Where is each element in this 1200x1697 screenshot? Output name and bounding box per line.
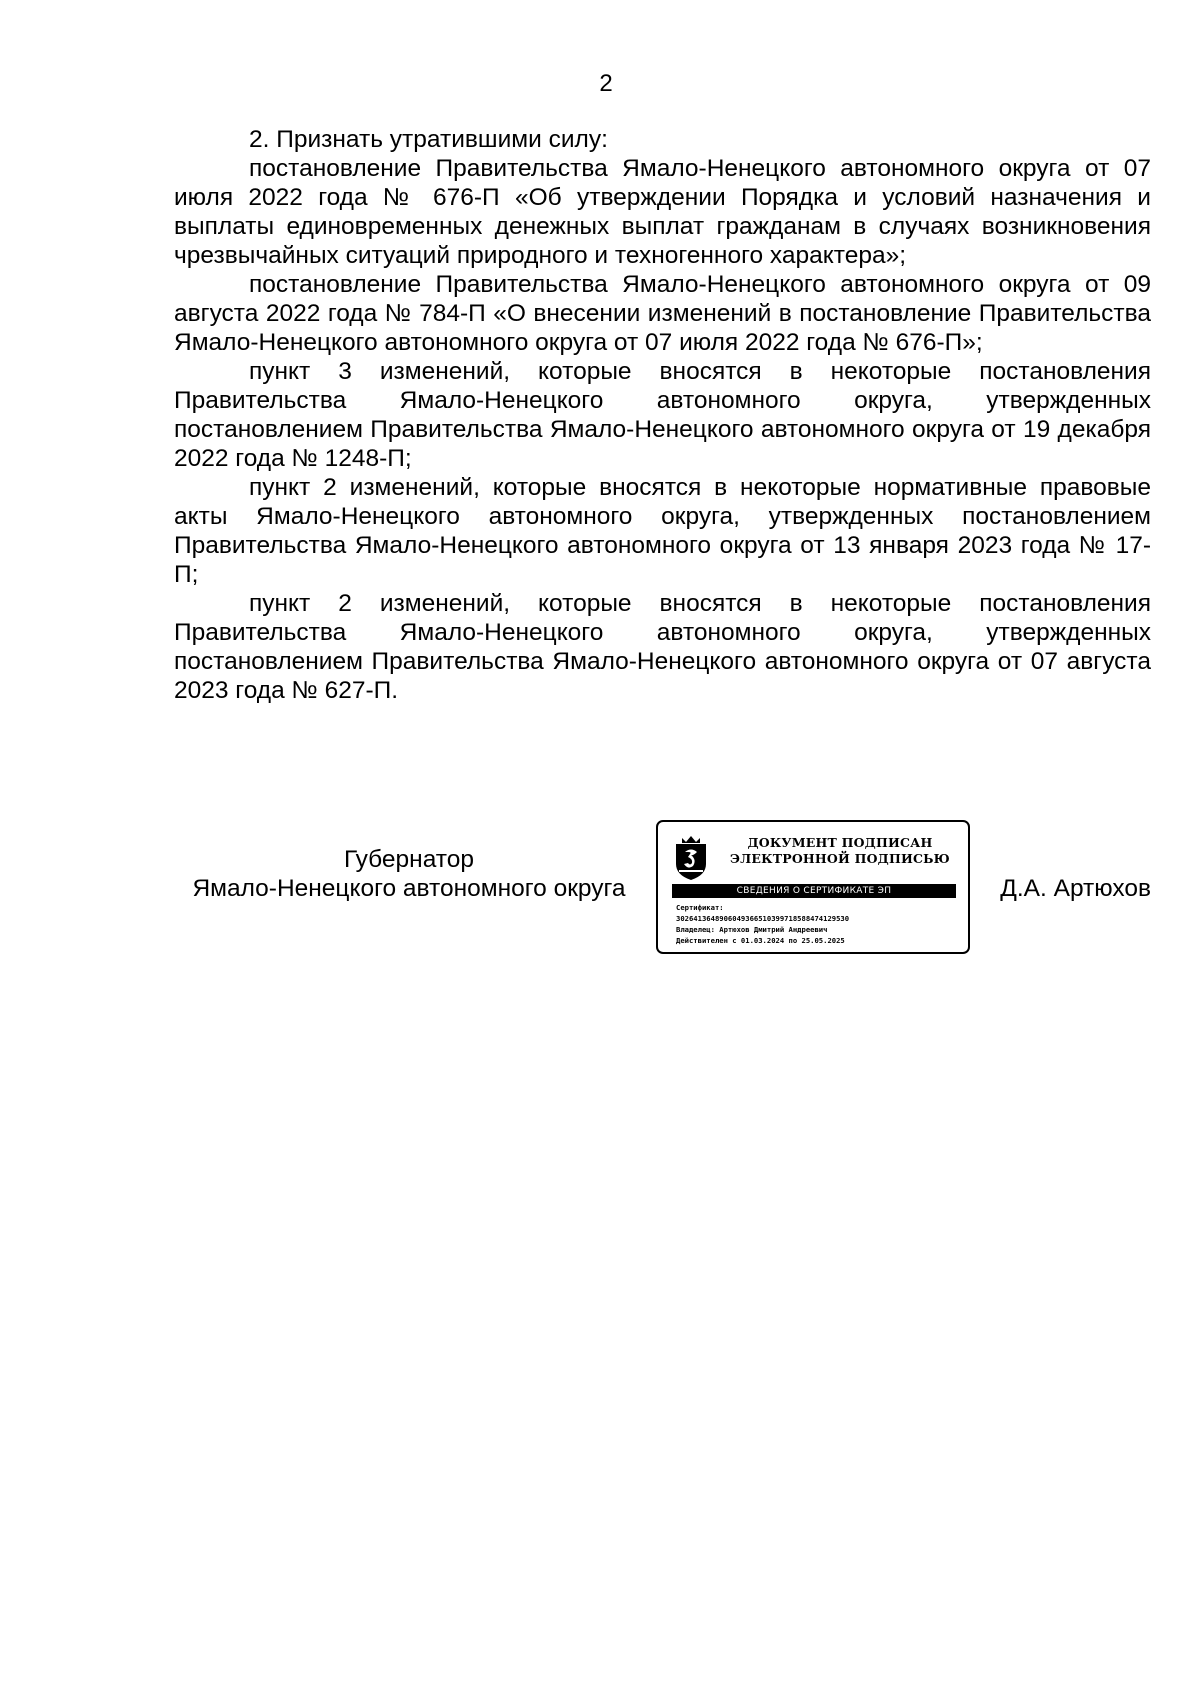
certificate-number: 3026413648906049366510399718588474129530 [676, 914, 850, 923]
stamp-title-line1: ДОКУМЕНТ ПОДПИСАН [747, 835, 933, 850]
certificate-label: Сертификат: [676, 903, 724, 912]
signature-block [174, 820, 1151, 970]
signer-position-line1: Губернатор [344, 846, 474, 873]
stamp-certificate-details [676, 902, 961, 946]
paragraph-repealed-act-2: постановление Правительства Ямало-Ненецкого автономного округа от 09 августа 2022 года № 784-П «О внесении изменений в постановление Правительства Ямало-Ненецкого автономного округа от 07 июля 2022 года № 676-П»; [174, 271, 1151, 356]
stamp-title-line2: ЭЛЕКТРОННОЙ ПОДПИСЬЮ [730, 851, 950, 866]
signer-name: Д.А. Артюхов [1000, 875, 1151, 902]
document-body [174, 125, 1151, 705]
certificate-owner: Владелец: Артюхов Дмитрий Андреевич [676, 925, 828, 934]
stamp-title [720, 835, 960, 867]
paragraph-repealed-act-5: пункт 2 изменений, которые вносятся в некоторые постановления Правительства Ямало-Ненецкого автономного округа, утвержденных постановлением Правительства Ямало-Ненецкого автономного округа от 07 августа 2023 года № 627-П. [174, 590, 1151, 704]
paragraph-repealed-act-4: пункт 2 изменений, которые вносятся в некоторые нормативные правовые акты Ямало-Ненецкого автономного округа, утвержденных постановлением Правительства Ямало-Ненецкого автономного округа от 13 января 2023 года № 17-П; [174, 474, 1151, 588]
page-number: 2 [599, 70, 613, 97]
stamp-certificate-bar: СВЕДЕНИЯ О СЕРТИФИКАТЕ ЭП [672, 884, 956, 898]
yamal-coat-of-arms-icon [670, 830, 712, 882]
paragraph-repealed-act-3: пункт 3 изменений, которые вносятся в некоторые постановления Правительства Ямало-Ненецкого автономного округа, утвержденных постановлением Правительства Ямало-Ненецкого автономного округа от 19 декабря 2022 года № 1248-П; [174, 358, 1151, 472]
signer-position [174, 845, 644, 903]
electronic-signature-stamp [656, 820, 970, 954]
signer-position-line2: Ямало-Ненецкого автономного округа [192, 875, 626, 902]
paragraph-repeal-heading: 2. Признать утратившими силу: [249, 126, 608, 153]
certificate-validity: Действителен с 01.03.2024 по 25.05.2025 [676, 936, 845, 945]
paragraph-repealed-act-1: постановление Правительства Ямало-Ненецкого автономного округа от 07 июля 2022 года № 676-П «Об утверждении Порядка и условий назначения и выплаты единовременных денежных выплат гражданам в случаях возникновения чрезвычайных ситуаций природного и техногенного характера»; [174, 155, 1151, 269]
